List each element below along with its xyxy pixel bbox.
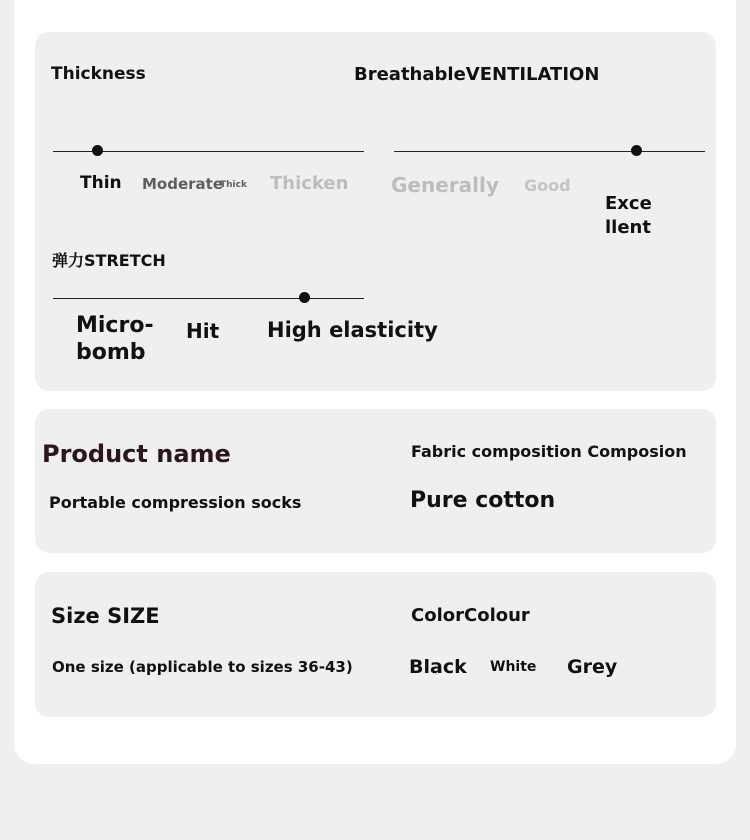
fabric-composition-value: Pure cotton [410,488,556,513]
stretch-option-high-elasticity: High elasticity [267,318,438,342]
size-value: One size (applicable to sizes 36-43) [52,658,353,676]
color-option-white: White [490,659,537,675]
color-option-grey: Grey [567,656,618,678]
ventilation-indicator-dot [631,145,642,156]
attributes-panel [35,32,716,391]
thickness-title: Thickness [51,64,146,84]
stretch-option-micro-line2: bomb [76,340,146,365]
color-label: ColorColour [411,605,530,626]
thickness-option-thin: Thin [80,173,122,193]
thickness-option-thick: Thick [220,180,247,190]
product-name-value: Portable compression socks [49,493,302,512]
product-name-label: Product name [42,440,231,468]
thickness-indicator-dot [92,145,103,156]
stretch-scale-line [53,298,364,299]
thickness-option-thicken: Thicken [270,173,349,194]
size-label: Size SIZE [51,604,160,628]
ventilation-option-generally: Generally [391,173,499,197]
color-option-black: Black [409,656,467,678]
thickness-option-moderate: Moderate [142,175,224,193]
fabric-composition-label: Fabric composition Composion [411,442,687,461]
product-panel [35,409,716,553]
specs-panel [35,572,716,717]
ventilation-option-excellent-line2: llent [605,217,651,238]
ventilation-option-good: Good [524,176,571,195]
ventilation-title: BreathableVENTILATION [354,64,600,85]
ventilation-scale-line [394,151,705,152]
stretch-title: 弹力STRETCH [52,251,166,270]
stretch-option-hit: Hit [186,319,220,343]
ventilation-option-excellent-line1: Exce [605,193,652,214]
stretch-option-micro-line1: Micro- [76,313,154,338]
stretch-indicator-dot [299,292,310,303]
